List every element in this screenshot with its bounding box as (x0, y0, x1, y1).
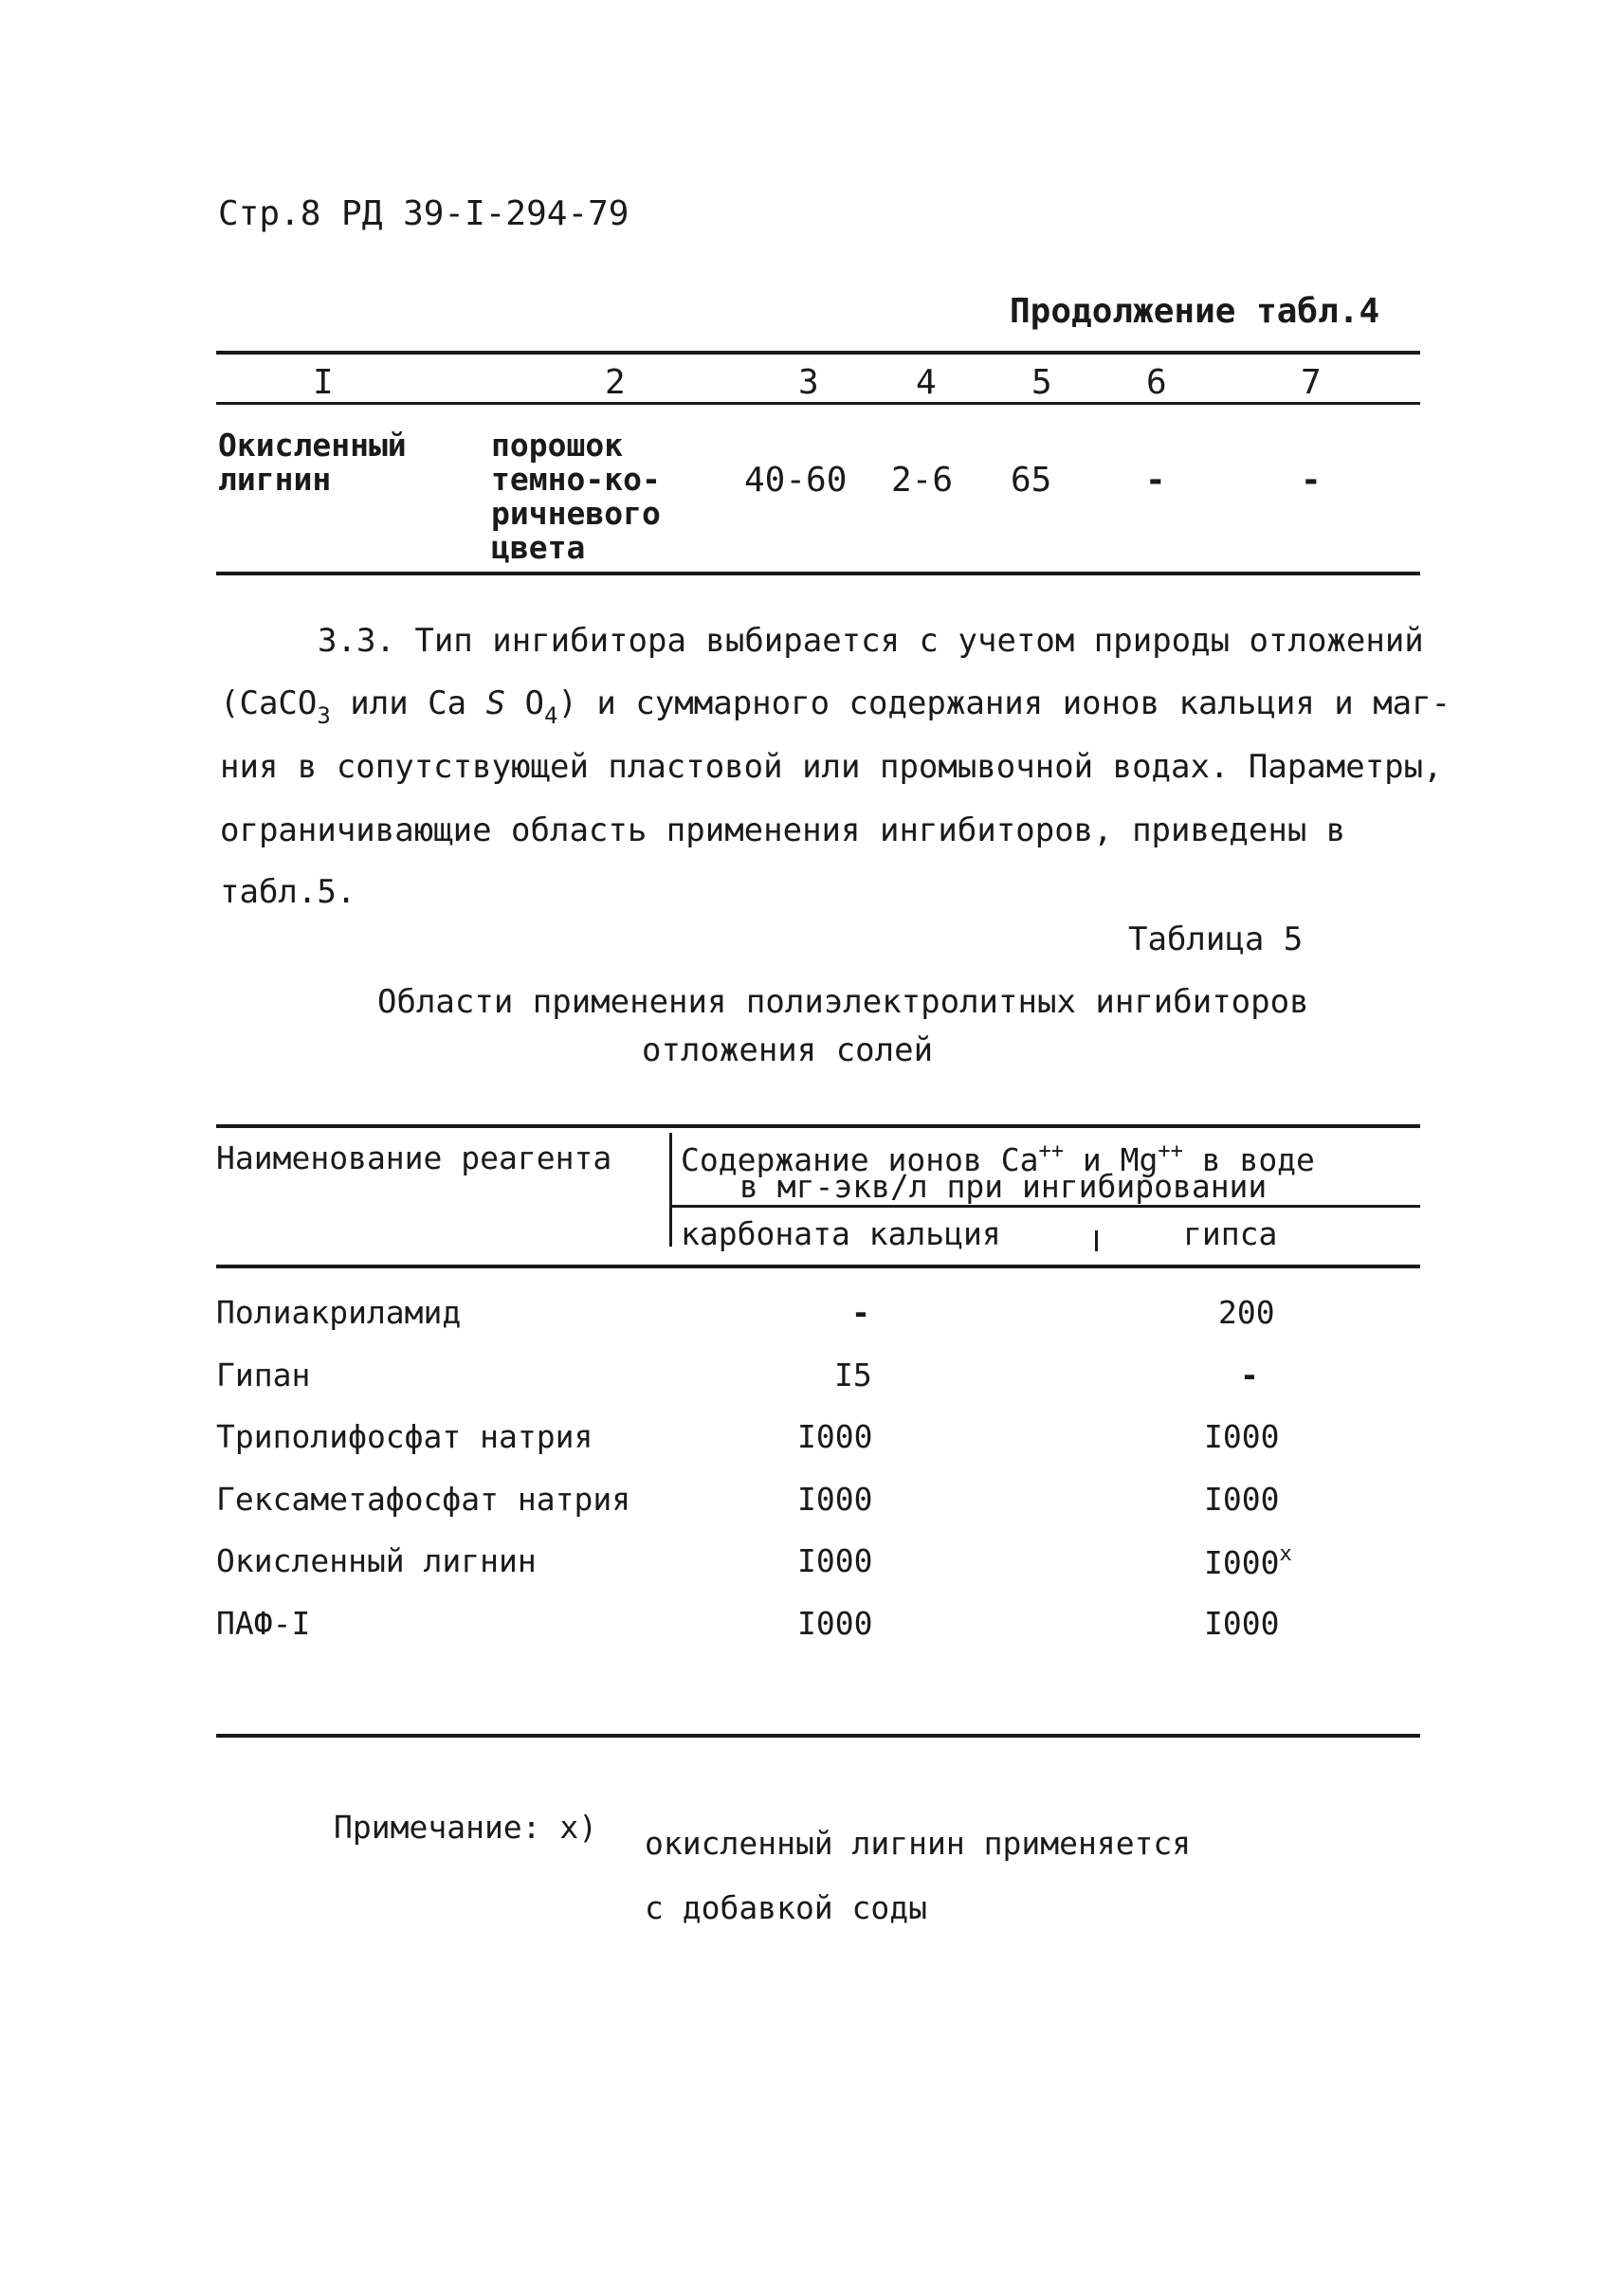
table4-col-7: 7 (1301, 363, 1322, 402)
table5-top-rule (216, 1124, 1420, 1128)
table5-row-gypsum: I000 (1204, 1605, 1280, 1642)
note-line-2: с добавкой соды (645, 1889, 928, 1926)
table5-row-gypsum: I000 (1204, 1481, 1280, 1518)
table4-col-1: I (313, 363, 334, 402)
table5-label: Таблица 5 (1128, 920, 1304, 958)
table5-bottom-rule (216, 1734, 1420, 1738)
sulfate-s: S (485, 684, 506, 722)
paragraph-line-4: ограничивающие область применения ингибиторов, приведены в (220, 811, 1346, 849)
table5-subheader-divider (1095, 1230, 1098, 1251)
table5-subheader-gypsum: гипса (1183, 1215, 1278, 1252)
table4-col-5: 5 (1031, 363, 1052, 402)
table4-cell-form: порошок темно-ко- ричневого цвета (491, 427, 661, 566)
table5-header-unit: в мг-экв/л при ингибировании (739, 1168, 1268, 1205)
table5-row-name: Гексаметафосфат натрия (216, 1481, 631, 1518)
table4-top-rule (216, 351, 1420, 355)
table4-col-6: 6 (1146, 363, 1167, 402)
table5-row-name: Триполифосфат натрия (216, 1418, 593, 1455)
table5-row-carbonate: I5 (834, 1357, 872, 1393)
table4-cell-6: - (1145, 461, 1166, 500)
table4-col-4: 4 (916, 363, 937, 402)
table4-bottom-rule (216, 572, 1420, 575)
paragraph-line-3: ния в сопутствующей пластовой или промывочной водах. Параметры, (220, 748, 1443, 786)
table4-cell-name: Окисленный лигнин (218, 427, 407, 498)
table5-row-name: ПАФ-I (216, 1605, 311, 1642)
table4-continuation-label: Продолжение табл.4 (1010, 292, 1380, 331)
table5-row-carbonate: I000 (797, 1481, 873, 1518)
table4-col-2: 2 (605, 363, 626, 402)
table5-header-reagent: Наименование реагента (216, 1139, 612, 1176)
table5-header-bottom-rule (216, 1265, 1420, 1268)
note-label: Примечание: x) (334, 1809, 598, 1846)
paragraph-line-1: 3.3. Тип ингибитора выбирается с учетом природы отложений (318, 622, 1424, 660)
table5-row-name: Окисленный лигнин (216, 1542, 537, 1579)
table5-subheader-rule (669, 1205, 1420, 1208)
table5-row-carbonate: I000 (797, 1605, 873, 1642)
table4-cell-3: 40-60 (744, 461, 848, 500)
paragraph-line-2: (CaCO$_3$ или Ca S $O_4$) и суммарного содержания ионов кальция и маг- (220, 684, 1451, 729)
table5-title-line-2: отложения солей (642, 1031, 934, 1069)
table5-row-gypsum: I000 (1204, 1418, 1280, 1455)
table5-row-name: Полиакриламид (216, 1294, 462, 1331)
footnote-mark: x (1279, 1542, 1292, 1566)
table5-header-group: Содержание ионов Ca++ и Mg++ в воде (681, 1139, 1315, 1178)
table4-cell-7: - (1301, 461, 1322, 500)
table5-row-gypsum: 200 (1218, 1294, 1275, 1331)
table4-col-3: 3 (798, 363, 819, 402)
table5-row-gypsum: - (1240, 1357, 1259, 1393)
table5-row-carbonate: - (851, 1294, 870, 1331)
table5-row-gypsum: I000$^x$ (1204, 1542, 1292, 1581)
table5-title-line-1: Области применения полиэлектролитных ингибиторов (377, 983, 1309, 1021)
table4-cell-5: 65 (1011, 461, 1052, 500)
table5-row-carbonate: I000 (797, 1542, 873, 1579)
paragraph-line-5: табл.5. (220, 873, 356, 911)
table5-header-divider (669, 1133, 672, 1247)
table4-header-rule (216, 402, 1420, 405)
table4-cell-4: 2-6 (891, 461, 954, 500)
table5-row-name: Гипан (216, 1357, 311, 1393)
note-line-1: окисленный лигнин применяется (645, 1825, 1192, 1862)
page-header: Стр.8 РД 39-I-294-79 (218, 194, 630, 233)
table5-row-carbonate: I000 (797, 1418, 873, 1455)
table5-subheader-carbonate: карбоната кальция (681, 1215, 1001, 1252)
